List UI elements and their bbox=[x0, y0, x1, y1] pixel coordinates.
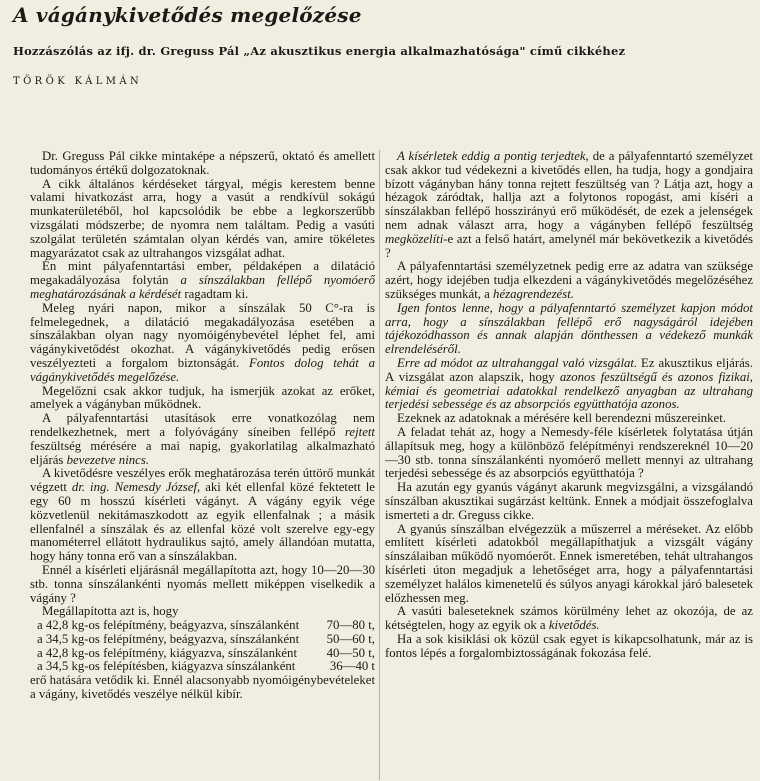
paragraph bbox=[30, 260, 375, 301]
list-item-value: 36—40 t bbox=[329, 659, 375, 674]
text-run: A pályafenntartási utasítások erre vonatkozólag nem rendelkezhetnek, mert a folyóvágány síneiben fellépő bbox=[30, 411, 375, 439]
column-divider bbox=[379, 150, 380, 780]
text-run: feszültség mérésére a mai napig, gyakorlatilag alkalmazható eljárás bbox=[30, 438, 375, 467]
paragraph: A feladat tehát az, hogy a Nemesdy-féle kísérletek folytatása útján állapítsuk meg, hogy a különböző felépítményi rendszereknél 10—20—30 stb. tonna sínszálankénti nyomóerő mellett mennyi az ultrahang terjedési sebessége és az absorpciós együtthatója ? bbox=[385, 424, 753, 481]
list-item-text: a 34,5 kg-os felépítmény, beágyazva, sínszálanként bbox=[37, 631, 300, 646]
emphasis: dr. ing. Nemesdy József, bbox=[71, 480, 201, 495]
emphasis: hézagrendezést. bbox=[493, 286, 574, 301]
list-item-text: a 42,8 kg-os felépítmény, kiágyazva, sínszálanként bbox=[37, 645, 297, 660]
article-subtitle: Hozzászólás az ifj. dr. Greguss Pál „Az akusztikus energia alkalmazhatósága" című cikkéhez bbox=[13, 44, 626, 58]
paragraph bbox=[30, 467, 375, 564]
paragraph: Ha a sok kisiklási ok közül csak egyet is kikapcsolhatunk, már az is fontos lépés a forgalombiztosságának fokozása felé. bbox=[385, 631, 753, 660]
text-run: de a pályafenntartó személyzet csak akkor tud védekezni a kivetődés ellen, ha tudja, hogy a gondjaira bízott vágányban hány tonna rejtett feszültség van ? Látja azt, hogy a hézagok záródtak, hallja azt a folytonos ropogást, ami kíséri a sínszálakban fellépő hosszirányú erő működését, de ezek a jelenségek nem adnak választ arra, hogy a vágányben fellépő feszültség bbox=[385, 150, 753, 232]
paragraph bbox=[385, 260, 753, 301]
paragraph bbox=[30, 412, 375, 467]
paragraph: Dr. Greguss Pál cikke mintaképe a népszerű, oktató és amellett tudományos értékű dolgozatoknak. bbox=[30, 150, 375, 177]
emphasis: bevezetve nincs. bbox=[66, 452, 150, 467]
paragraph bbox=[385, 605, 753, 633]
emphasis: azonos feszültségű és azonos fizikai, kémiai és geometriai adatokkal rendelkező anyagban az ultrahang terjedési sebessége és az absorpciós együtthatója azonos. bbox=[385, 369, 753, 412]
load-list bbox=[30, 619, 375, 674]
right-column bbox=[385, 150, 753, 781]
text-run: -e azt a felső határt, amelynél már bekövetkezik a kivetődés ? bbox=[385, 231, 753, 260]
paragraph bbox=[30, 302, 375, 385]
emphasis: Fontos dolog tehát a vágánykivetődés megelőzése. bbox=[30, 355, 375, 384]
list-item-value: 40—50 t, bbox=[326, 645, 375, 660]
emphasis: rejtett bbox=[344, 424, 375, 439]
text-run: Ez akusztikus eljárás. A vizsgálat azon alapszik, hogy bbox=[385, 355, 753, 384]
paragraph: Ha azután egy gyanús vágányt akarunk megvizsgálni, a vizsgálandó sínszálban akusztikai sugárzást keltünk. Ennek a módjait összefoglalva ismerteti a dr. Greguss cikke. bbox=[385, 480, 753, 522]
list-item-value: 70—80 t, bbox=[326, 618, 375, 633]
paragraph bbox=[385, 357, 753, 412]
paragraph: erő hatására vetődik ki. Ennél alacsonyabb nyomóigénybevételeket a vágány, kivetődés veszélye nélkül kibír. bbox=[30, 673, 375, 702]
emphasis: kivetődés. bbox=[548, 618, 600, 633]
paragraph: Ezeknek az adatoknak a mérésére kell berendezni műszereinket. bbox=[397, 411, 726, 426]
text-run: ragadtam ki. bbox=[181, 286, 249, 301]
list-item bbox=[30, 660, 375, 674]
paragraph: Megállapította azt is, hogy bbox=[42, 604, 179, 619]
text-run: A kivetődésre veszélyes erők meghatározása terén úttörő munkát végzett bbox=[30, 466, 375, 495]
emphasis: megközelíti bbox=[385, 231, 444, 246]
text-run: aki két ellenfal közé fektetett le egy 60 m hosszú kísérleti vágányt. A vágány egyik vége közvetlenül nekitámaszkodott az egyik ellenfalnak ; a másik ellenfalnél a sínszálak és az ellenfal közé volt szerelve egy-egy manométerrel ellátott hydraulikus sajtó, amely állandóan mutatta, hogy hány tonna erő van a sínszálakban. bbox=[30, 480, 375, 564]
paragraph: A cikk általános kérdéseket tárgyal, mégis kerestem benne valami hivatkozást arra, hogy a vasút a rendkívül sokágú munkaterületéből, hol kapcsolódik be ebbe a legkorszerűbb vizsgálati módszerbe; de nyomra nem találtam. Pedig a vasúti szolgálat területén számtalan olyan kérdés van, amire tökéletes magyarázatot csak az ultrahangos vizsgálat adhat. bbox=[30, 176, 375, 260]
article-author: TÖRÖK KÁLMÁN bbox=[13, 76, 143, 87]
text-run: Én mint pályafenntartási ember, példaképen a dilatáció megakadályozása folytán bbox=[30, 259, 375, 288]
paragraph: A gyanús sínszálban elvégezzük a műszerrel a méréseket. Az előbb említett kísérleti adatokból megállapíthatjuk a vizsgált vágány sínszálaiban működő nyomóerőt. Ennek ismeretében, tehát ultrahangos kísérleti úton megadjuk a lehetőséget arra, hogy a pályafenntartási személyzet halálos kimenetelű és súlyos anyagi károkkal járó balesetek előzhessen meg. bbox=[385, 521, 753, 605]
emphasis: A kísérletek eddig a pontig terjedtek, bbox=[397, 150, 589, 163]
text-run: A vasúti baleseteknek számos körülmény lehet az okozója, de az kétségtelen, hogy az egyik ok a bbox=[385, 604, 753, 633]
paragraph: Igen fontos lenne, hogy a pályafenntartó személyzet kapjon módot arra, hogy a sínszálakban fellépő erő nagyságáról idejében tájékozódhasson és annak alapján dönthessen a védekező munkák elrendeléséről. bbox=[385, 300, 753, 357]
paragraph: Megelőzni csak akkor tudjuk, ha ismerjük azokat az erőket, amelyek a vágányban működnek. bbox=[30, 383, 375, 412]
text-run: A pályafenntartási személyzetnek pedig erre az adatra van szüksége azért, hogy idejében tudja elkezdeni a vágánykivetődés megelőzéséhez szükséges munkát, a bbox=[385, 259, 753, 301]
list-item-value: 50—60 t, bbox=[326, 631, 375, 646]
paragraph: Ennél a kísérleti eljárásnál megállapította azt, hogy 10—20—30 stb. tonna sínszálankénti nyomás mellett miképpen viselkedik a vágány ? bbox=[30, 562, 375, 605]
paragraph bbox=[385, 150, 753, 260]
left-column bbox=[30, 150, 375, 781]
list-item bbox=[30, 619, 375, 633]
list-item bbox=[30, 647, 375, 661]
emphasis: a sínszálakban fellépő nyomóerő meghatározásának a kérdését bbox=[30, 273, 375, 301]
list-item bbox=[30, 633, 375, 647]
text-run: Meleg nyári napon, mikor a sínszálak 50 C°-ra is felmelegednek, a dilatáció megakadályozása esetében a sínszálakban olyan nagy nyomóigénybevétel léphet fel, ami vágánykivetődést okozhat. A vágánykivetődés pedig erősen veszélyezteti a forgalom biztonságát. bbox=[30, 300, 375, 370]
list-item-text: a 34,5 kg-os felépítésben, kiágyazva sínszálanként bbox=[37, 659, 296, 674]
emphasis: Erre ad módot az ultrahanggal való vizsgálat. bbox=[397, 355, 638, 370]
article-title: A vágánykivetődés megelőzése bbox=[13, 3, 362, 27]
list-item-text: a 42,8 kg-os felépítmény, beágyazva, sínszálanként bbox=[37, 618, 300, 633]
